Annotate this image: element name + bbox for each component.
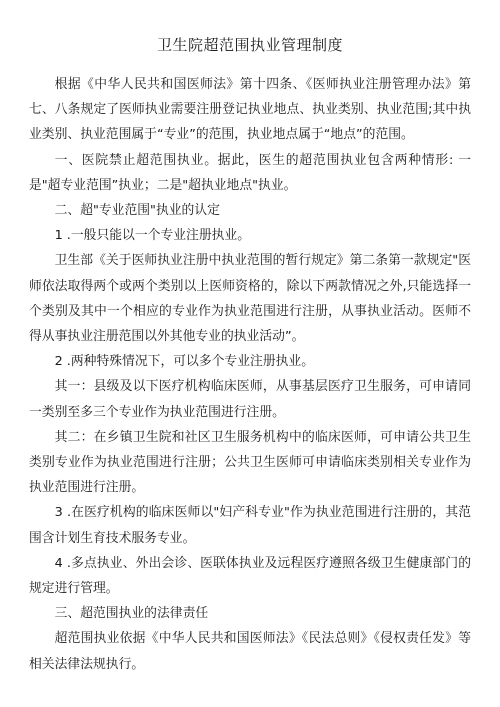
paragraph-item-3: 3 .在医疗机构的临床医师以"妇产科专业"作为执业范围进行注册的，其范围含计划生育技术服务专业。 [29,505,471,546]
paragraph-item-4: 4 .多点执业、外出会诊、医联体执业及远程医疗遵照各级卫生健康部门的规定进行管理。 [29,555,471,597]
paragraph-section-3-body: 超范围执业依据《中华人民共和国医师法》《民法总则》《侵权责任发》等相关法律法规执行。 [29,631,471,672]
paragraph-section-2-heading: 二、超"专业范围"执业的认定 [54,203,220,219]
paragraph-item-2: 2 .两种特殊情况下，可以多个专业注册执业。 [54,354,315,370]
paragraph-case-2: 其二：在乡镇卫生院和社区卫生服务机构中的临床医师，可申请公共卫生类别专业作为执业范围进行注册；公共卫生医师可申请临床类别相关专业作为执业范围进行注册。 [29,429,471,496]
document-title: 卫生院超范围执业管理制度 [156,36,343,54]
paragraph-section-3-heading: 三、超范围执业的法律责任 [54,606,209,622]
paragraph-section-1: 一、医院禁止超范围执业。据此，医生的超范围执业包含两种情形: 一是"超专业范围”执业；二是"超执业地点"执业。 [29,152,471,193]
paragraph-case-1: 其一：县级及以下医疗机构临床医师，从事基层医疗卫生服务，可申请同一类别至多三个专业作为执业范围进行注册。 [29,379,471,420]
paragraph-item-1: 1 .一般只能以一个专业注册执业。 [54,228,251,244]
paragraph-item-1-detail: 卫生部《关于医师执业注册中执业范围的暂行规定》第二条第一款规定"医师依法取得两个或两个类别以上医师资格的，除以下两款情况之外,只能选择一个类别及其中一个相应的专业作为执业范围进行注册，从事执业活动。医师不得从事执业注册范围以外其他专业的执业活动”。 [29,253,471,345]
paragraph-legal-basis: 根据《中华人民共和国医师法》第十四条、《医师执业注册管理办法》第七、八条规定了医师执业需要注册登记执业地点、执业类别、执业范围;其中执业类别、执业范围属于“专业”的范围，执业地点属于“地点”的范围。 [29,77,471,143]
